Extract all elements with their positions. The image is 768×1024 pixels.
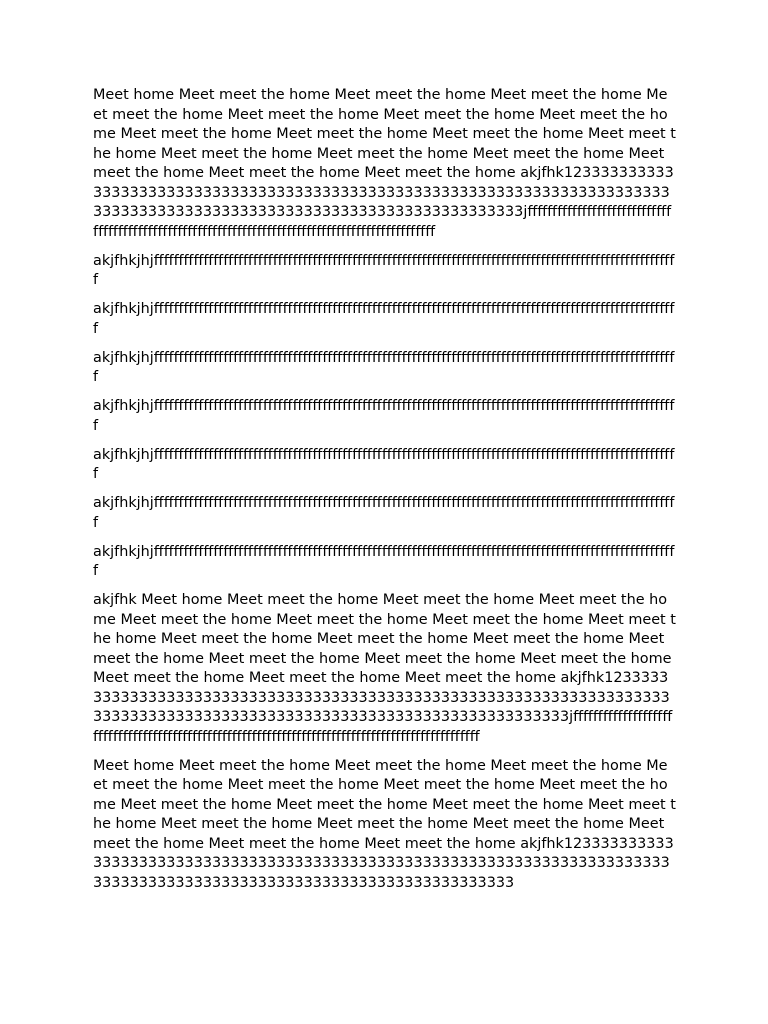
paragraph-3: akjfhkjhjffffffffffffffffffffffffffffffffffffffffffffffffffffffffffffffffffffffffffffffffffffffffffffffffffffffffff (93, 301, 675, 337)
paragraph-5: akjfhkjhjffffffffffffffffffffffffffffffffffffffffffffffffffffffffffffffffffffffffffffffffffffffffffffffffffffffffff (93, 398, 675, 434)
paragraph-4: akjfhkjhjffffffffffffffffffffffffffffffffffffffffffffffffffffffffffffffffffffffffffffffffffffffffffffffffffffffffff (93, 349, 675, 385)
paragraph-6: akjfhkjhjffffffffffffffffffffffffffffffffffffffffffffffffffffffffffffffffffffffffffffffffffffffffffffffffffffffffff (93, 446, 675, 482)
document-page (93, 86, 676, 903)
paragraph-8: akjfhkjhjffffffffffffffffffffffffffffffffffffffffffffffffffffffffffffffffffffffffffffffffffffffffffffffffffffffffff (93, 543, 675, 579)
paragraph-2: akjfhkjhjffffffffffffffffffffffffffffffffffffffffffffffffffffffffffffffffffffffffffffffffffffffffffffffffffffffffff (93, 252, 675, 288)
paragraph-7: akjfhkjhjffffffffffffffffffffffffffffffffffffffffffffffffffffffffffffffffffffffffffffffffffffffffffffffffffffffffff (93, 495, 675, 531)
paragraph-9: akjfhk Meet home Meet meet the home Meet meet the home Meet meet the home Meet meet the home Meet meet the home Meet meet the home Meet meet the home Meet meet the home Meet meet the home Meet meet the home Meet meet the home Meet meet the home Meet meet the home Meet meet the home Meet meet the home Meet meet the home Meet meet the home akjfhk12333333333333333333333333333333333333333333333333333333333333333333333333333333333333333333333333333333333333333333333333jffffffffffffffffffffffffffffffffffffffffffffffffffffffffffffffffffffffffffffffffffffffffffffffffff (93, 592, 676, 745)
paragraph-10: Meet home Meet meet the home Meet meet the home Meet meet the home Meet meet the home Meet meet the home Meet meet the home Meet meet the home Meet meet the home Meet meet the home Meet meet the home Meet meet the home Meet meet the home Meet meet the home Meet meet the home Meet meet the home Meet meet the home Meet meet the home akjfhk1233333333333333333333333333333333333333333333333333333333333333333333333333333333333333333333333333333333333333333333333 (93, 757, 676, 891)
paragraph-1: Meet home Meet meet the home Meet meet the home Meet meet the home Meet meet the home Meet meet the home Meet meet the home Meet meet the home Meet meet the home Meet meet the home Meet meet the home Meet meet the home Meet meet the home Meet meet the home Meet meet the home Meet meet the home Meet meet the home Meet meet the home akjfhk12333333333333333333333333333333333333333333333333333333333333333333333333333333333333333333333333333333333333333333333333jffffffffffffffffffffffffffffffffffffffffffffffffffffffffffffffffffffffffffffffffffffffffffffffffff (93, 87, 676, 240)
